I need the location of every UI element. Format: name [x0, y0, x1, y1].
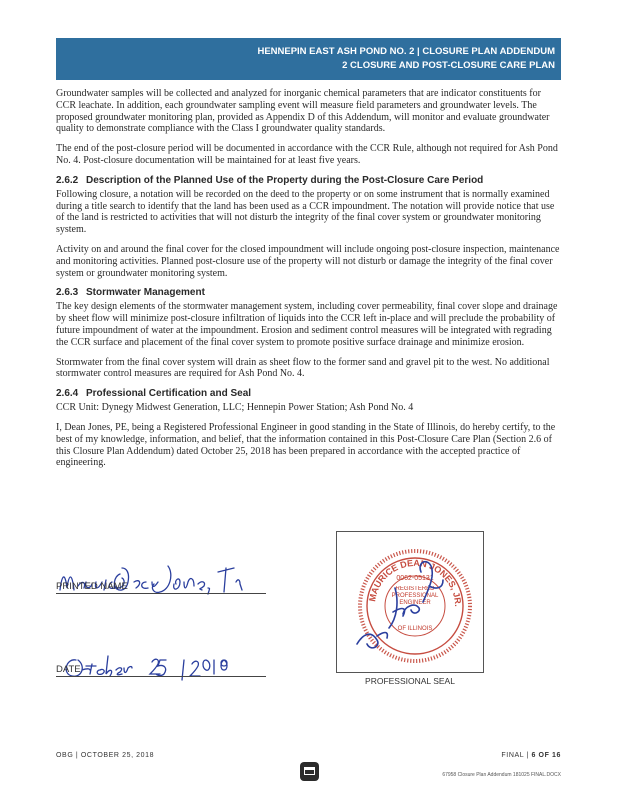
paragraph-activity: Activity on and around the final cover for the closed impoundment will include ongoing post-closure inspection, maintenance and monitoring activities. Planned post-closure use of the property will not disturb or damage the integrity of the final cover system or groundwater monitoring system.: [56, 243, 560, 279]
seal-number: 0062-05131: [396, 575, 434, 582]
section-title: Stormwater Management: [86, 287, 205, 299]
document-body: [56, 88, 561, 477]
section-number: 2.6.4: [56, 388, 79, 400]
obg-logo: [300, 762, 319, 781]
section-heading-2-6-4: [56, 388, 561, 399]
professional-seal-label: PROFESSIONAL SEAL: [365, 676, 455, 686]
paragraph-certification: I, Dean Jones, PE, being a Registered Professional Engineer in good standing in the State of Illinois, do hereby certify, to the best of my knowledge, information, and belief, that the information contained in this Post-Closure Care Plan (Section 2.6 of this Closure Plan Addendum) dated October 25, 2018 has been prepared in accordance with the accepted practice of engineering.: [56, 421, 556, 469]
footer-page-number: 6 OF 16: [531, 752, 561, 759]
footer-page-info: FINAL | 6 OF 16: [501, 752, 561, 759]
header-subtitle: 2 CLOSURE AND POST-CLOSURE CARE PLAN: [342, 60, 555, 71]
seal-arc-text: MAURICE DEAN JONES, JR.: [367, 557, 464, 607]
date-label: DATE: [56, 664, 81, 675]
header-title: HENNEPIN EAST ASH POND NO. 2 | CLOSURE PLAN ADDENDUM: [257, 46, 555, 57]
section-title: Description of the Planned Use of the Property during the Post-Closure Care Period: [86, 174, 484, 186]
footer-filename: 67958 Closure Plan Addendum 181025 FINAL.DOCX: [442, 772, 561, 778]
header-banner: [56, 38, 561, 80]
section-heading-2-6-2: [56, 175, 561, 186]
section-number: 2.6.2: [56, 174, 79, 186]
date-signature-line: [56, 676, 266, 677]
footer-status: FINAL: [501, 752, 524, 759]
section-title: Professional Certification and Seal: [86, 388, 252, 400]
paragraph-deed-notation: Following closure, a notation will be recorded on the deed to the property or on some instrument that is normally examined during a title search to identify that the land has been used as a CCR impoundment. The notation will provide notice that use of the land is restricted to activities that will not disturb the integrity of the final cover system or groundwater monitoring system.: [56, 188, 555, 236]
printed-name-label: PRINTED NAME: [56, 581, 128, 592]
paragraph-post-closure-end: The end of the post-closure period will be documented in accordance with the CCR Rule, although not required for Ash Pond No. 4. Post-closure documentation will be maintained for at least five years.: [56, 143, 558, 166]
paragraph-groundwater: Groundwater samples will be collected and analyzed for inorganic chemical parameters that are indicator constituents for CCR leachate. In addition, each groundwater sampling event will measure field parameters and groundwater levels. The proposed groundwater monitoring plan, provided as Appendix D of this Addendum, will monitor and evaluate groundwater quality to demonstrate compliance with the Class I groundwater quality standards.: [56, 88, 550, 135]
footer-date: OBG | OCTOBER 25, 2018: [56, 752, 155, 759]
professional-seal-box: [336, 531, 484, 673]
paragraph-stormwater-drain: Stormwater from the final cover system will drain as sheet flow to the former sand and gravel pit to the west. No additional stormwater control measures are required for Ash Pond No. 4.: [56, 356, 550, 380]
name-signature-line: [56, 593, 266, 594]
section-heading-2-6-3: [56, 287, 561, 298]
paragraph-ccr-unit: CCR Unit: Dynegy Midwest Generation, LLC; Hennepin Power Station; Ash Pond No. 4: [56, 402, 414, 414]
seal-center-text: REGISTERED PROFESSIONAL ENGINEER: [391, 586, 439, 606]
handwritten-name-signature: [56, 560, 276, 600]
paragraph-stormwater-design: The key design elements of the stormwater management system, including cover permeability, final cover slope and drainage by sheet flow will minimize post-closure infiltration of liquids into the CCR left in-place and will preclude the probability of future impoundment of water at the impoundment. Erosion and sediment control measures will be integrated with regrading the CCR surface and placement of the final cover system to promote positive surface drainage and minimize erosion.: [56, 301, 558, 348]
seal-state: OF ILLINOIS: [397, 626, 433, 632]
professional-seal: [337, 532, 483, 672]
section-number: 2.6.3: [56, 287, 79, 299]
